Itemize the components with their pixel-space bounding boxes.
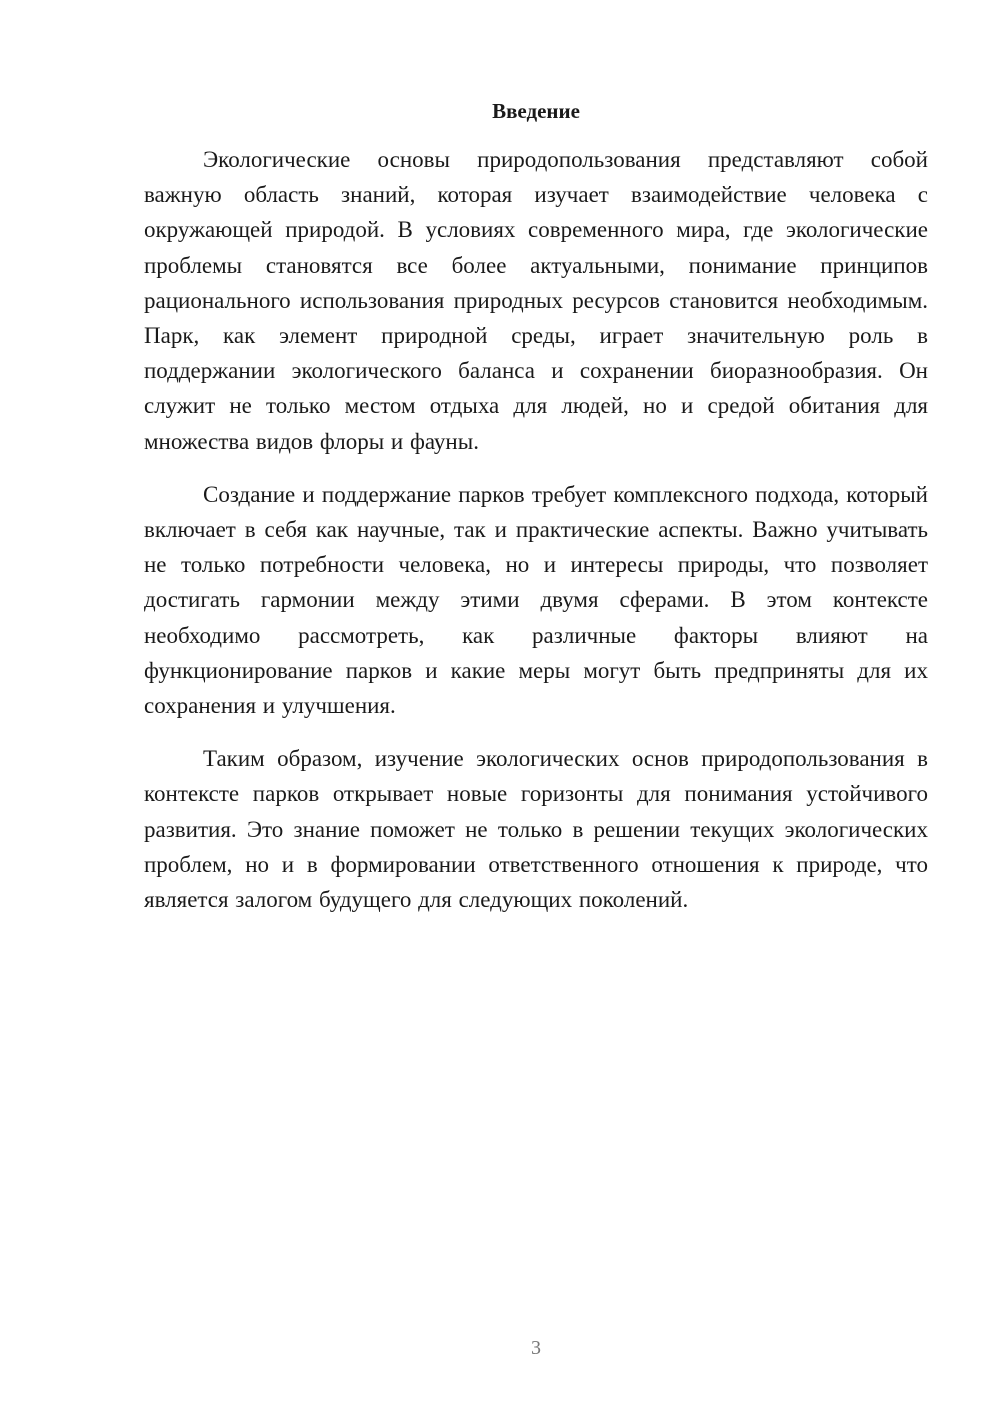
paragraph-1: Экологические основы природопользования представляют собой важную область знаний, которая изучает взаимодействие человека с окружающей природой. В условиях современного мира, где экологические проблемы становятся все более актуальными, понимание принципов рационального использования природных ресурсов становится необходимым. Парк, как элемент природной среды, играет значительную роль в поддержании экологического баланса и сохранении биоразнообразия. Он служит не только местом отдыха для людей, но и средой обитания для множества видов флоры и фауны. [144, 147, 928, 454]
body-text [144, 142, 928, 935]
section-title: Введение [492, 99, 580, 123]
paragraph-3: Таким образом, изучение экологических основ природопользования в контексте парков открывает новые горизонты для понимания устойчивого развития. Это знание поможет не только в решении текущих экологических проблем, но и в формировании ответственного отношения к природе, что является залогом будущего для следующих поколений. [144, 746, 928, 913]
page-number: 3 [531, 1337, 541, 1359]
paragraph-2: Создание и поддержание парков требует комплексного подхода, который включает в себя как научные, так и практические аспекты. Важно учитывать не только потребности человека, но и интересы природы, что позволяет достигать гармонии между этими двумя сферами. В этом контексте необходимо рассмотреть, как различные факторы влияют на функционирование парков и какие меры могут быть предприняты для их сохранения и улучшения. [144, 481, 928, 719]
